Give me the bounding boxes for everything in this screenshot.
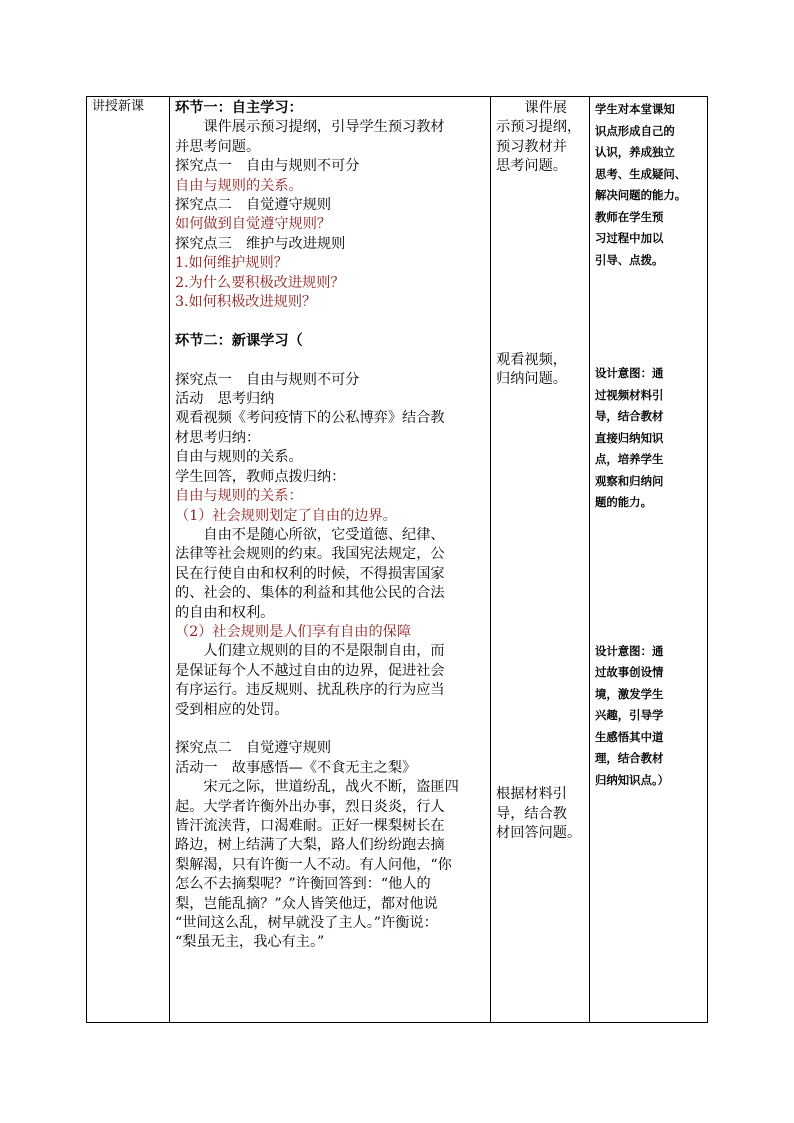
content-line: 观看视频《考问疫情下的公私博弈》结合教 — [175, 410, 445, 427]
activity-line: 示预习提纲， — [496, 119, 582, 136]
intent-line: 归纳知识点。） — [595, 772, 670, 787]
spacer — [595, 271, 703, 363]
intent-line: 观察和归纳问 — [595, 473, 664, 488]
content-line: 探究点一 自由与规则不可分 — [175, 158, 360, 175]
intent-line: 设计意图：通 — [595, 643, 664, 658]
content-line: 梨解渴，只有许衡一人不动。有人问他，“你 — [175, 856, 452, 873]
activity-line: 预习教材并 — [496, 138, 567, 155]
content-line: 民在行使自由和权利的时候，不得损害国家 — [175, 565, 445, 582]
content-line: “世间这么乱，树早就没了主人。”许衡说： — [175, 915, 438, 932]
intent-line: 理，结合教材 — [595, 751, 664, 765]
intent-block-2 — [595, 363, 703, 514]
intent-line: 引导、点拨。 — [595, 252, 664, 267]
content-line: 探究点三 维护与改进规则 — [175, 235, 346, 252]
section-2-title: 环节二：新课学习（ — [175, 332, 303, 349]
content-line: 梨，岂能乱摘？”众人皆笑他迂，都对他说 — [175, 895, 438, 912]
intent-line: 点，培养学生 — [595, 452, 664, 466]
activity-line: 材回答问题。 — [496, 825, 582, 842]
intent-line: 习过程中加以 — [595, 231, 664, 245]
content-line: 路边，树上结满了大梨，路人们纷纷跑去摘 — [175, 837, 445, 854]
intent-line: 教师在学生预 — [595, 209, 664, 224]
content-line: 自由与规则的关系。 — [175, 449, 303, 466]
content-line: 自由与规则的关系。 — [175, 177, 303, 194]
intent-line: 生感悟其中道 — [595, 729, 664, 744]
content-line: 活动一 故事感悟—《不食无主之梨》 — [175, 759, 417, 776]
intent-line: 思考、生成疑问、 — [595, 166, 687, 181]
spacer — [175, 351, 486, 370]
content-line: 材思考归纳： — [175, 429, 261, 446]
content-line: 有序运行。违反规则、扰乱秩序的行为应当 — [175, 682, 445, 699]
activity-line: 导，结合教 — [496, 805, 567, 822]
intent-block-1 — [595, 99, 703, 271]
activity-line: 根据材料引 — [496, 786, 567, 803]
content-line: 自由与规则的关系： — [175, 488, 303, 505]
content-line: 探究点一 自由与规则不可分 — [175, 371, 360, 388]
spacer — [595, 514, 703, 641]
content-line: 学生回答，教师点拨归纳： — [175, 468, 346, 485]
activity-line: 思考问题。 — [496, 158, 567, 175]
teaching-content-cell — [170, 97, 491, 1023]
intent-line: 设计意图：通 — [595, 366, 664, 380]
intent-line: 过故事创设情 — [595, 665, 664, 679]
content-line: （2）社会规则是人们享有自由的保障 — [175, 623, 412, 640]
intent-line: 过视频材料引 — [595, 387, 664, 402]
content-line: 探究点二 自觉遵守规则 — [175, 740, 332, 757]
intent-line: 识点形成自己的 — [595, 123, 675, 138]
intent-line: 兴趣，引导学 — [595, 708, 664, 722]
activity-block-3 — [496, 785, 585, 843]
activity-block-2 — [496, 351, 585, 390]
content-line: 是保证每个人不越过自由的边界，促进社会 — [175, 662, 445, 679]
content-line: 探究点二 自觉遵守规则 — [175, 197, 332, 214]
intent-line: 学生对本堂课知 — [595, 102, 675, 116]
design-intent-cell — [590, 97, 708, 1023]
content-line: 起。大学者许衡外出办事，烈日炎炎，行人 — [175, 798, 445, 815]
intent-line: 认识，养成独立 — [595, 145, 675, 159]
spacer — [175, 720, 486, 739]
section-1-title: 环节一：自主学习： — [175, 100, 303, 116]
content-line: 活动 思考归纳 — [175, 391, 275, 408]
spacer — [175, 312, 486, 331]
content-line: “梨虽无主，我心有主。” — [175, 934, 325, 951]
activity-block-1 — [496, 99, 585, 177]
content-line: 宋元之际，世道纷乱，战火不断，盗匪四 — [175, 779, 459, 796]
intent-line: 直接归纳知识 — [595, 430, 664, 445]
content-line: 受到相应的处罚。 — [175, 701, 289, 718]
content-line: 的、社会的、集体的利益和其他公民的合法 — [175, 585, 445, 602]
content-line: 人们建立规则的目的不是限制自由，而 — [175, 643, 445, 660]
content-line: 2.为什么要积极改进规则？ — [175, 274, 345, 291]
spacer — [496, 177, 585, 351]
table-row — [87, 97, 708, 1023]
student-activity-cell — [491, 97, 590, 1023]
spacer — [496, 389, 585, 785]
content-line: （1）社会规则划定了自由的边界。 — [175, 507, 397, 524]
activity-line: 观看视频， — [496, 351, 567, 368]
content-line: 怎么不去摘梨呢？”许衡回答到：“他人的 — [175, 876, 431, 893]
content-line: 皆汗流浃背，口渴难耐。正好一棵梨树长在 — [175, 817, 445, 834]
content-line: 并思考问题。 — [175, 138, 261, 155]
intent-block-3 — [595, 641, 703, 792]
activity-line: 归纳问题。 — [496, 371, 567, 388]
activity-line: 课件展 — [496, 100, 567, 116]
content-line: 如何做到自觉遵守规则？ — [175, 216, 332, 233]
content-line: 自由不是随心所欲，它受道德、纪律、 — [175, 526, 445, 543]
intent-line: 解决问题的能力。 — [595, 188, 687, 202]
content-line: 法律等社会规则的约束。我国宪法规定，公 — [175, 546, 445, 563]
content-line: 课件展示预习提纲，引导学生预习教材 — [175, 119, 445, 136]
lesson-plan-table — [86, 96, 708, 1023]
stage-label: 讲授新课 — [92, 99, 145, 114]
content-line: 1.如何维护规则？ — [175, 255, 288, 272]
content-line: 的自由和权利。 — [175, 604, 275, 621]
intent-line: 题的能力。 — [595, 495, 652, 509]
content-line: 3.如何积极改进规则？ — [175, 294, 317, 311]
stage-cell — [87, 97, 170, 1023]
intent-line: 境，激发学生 — [595, 686, 664, 701]
intent-line: 导，结合教材 — [595, 409, 664, 423]
